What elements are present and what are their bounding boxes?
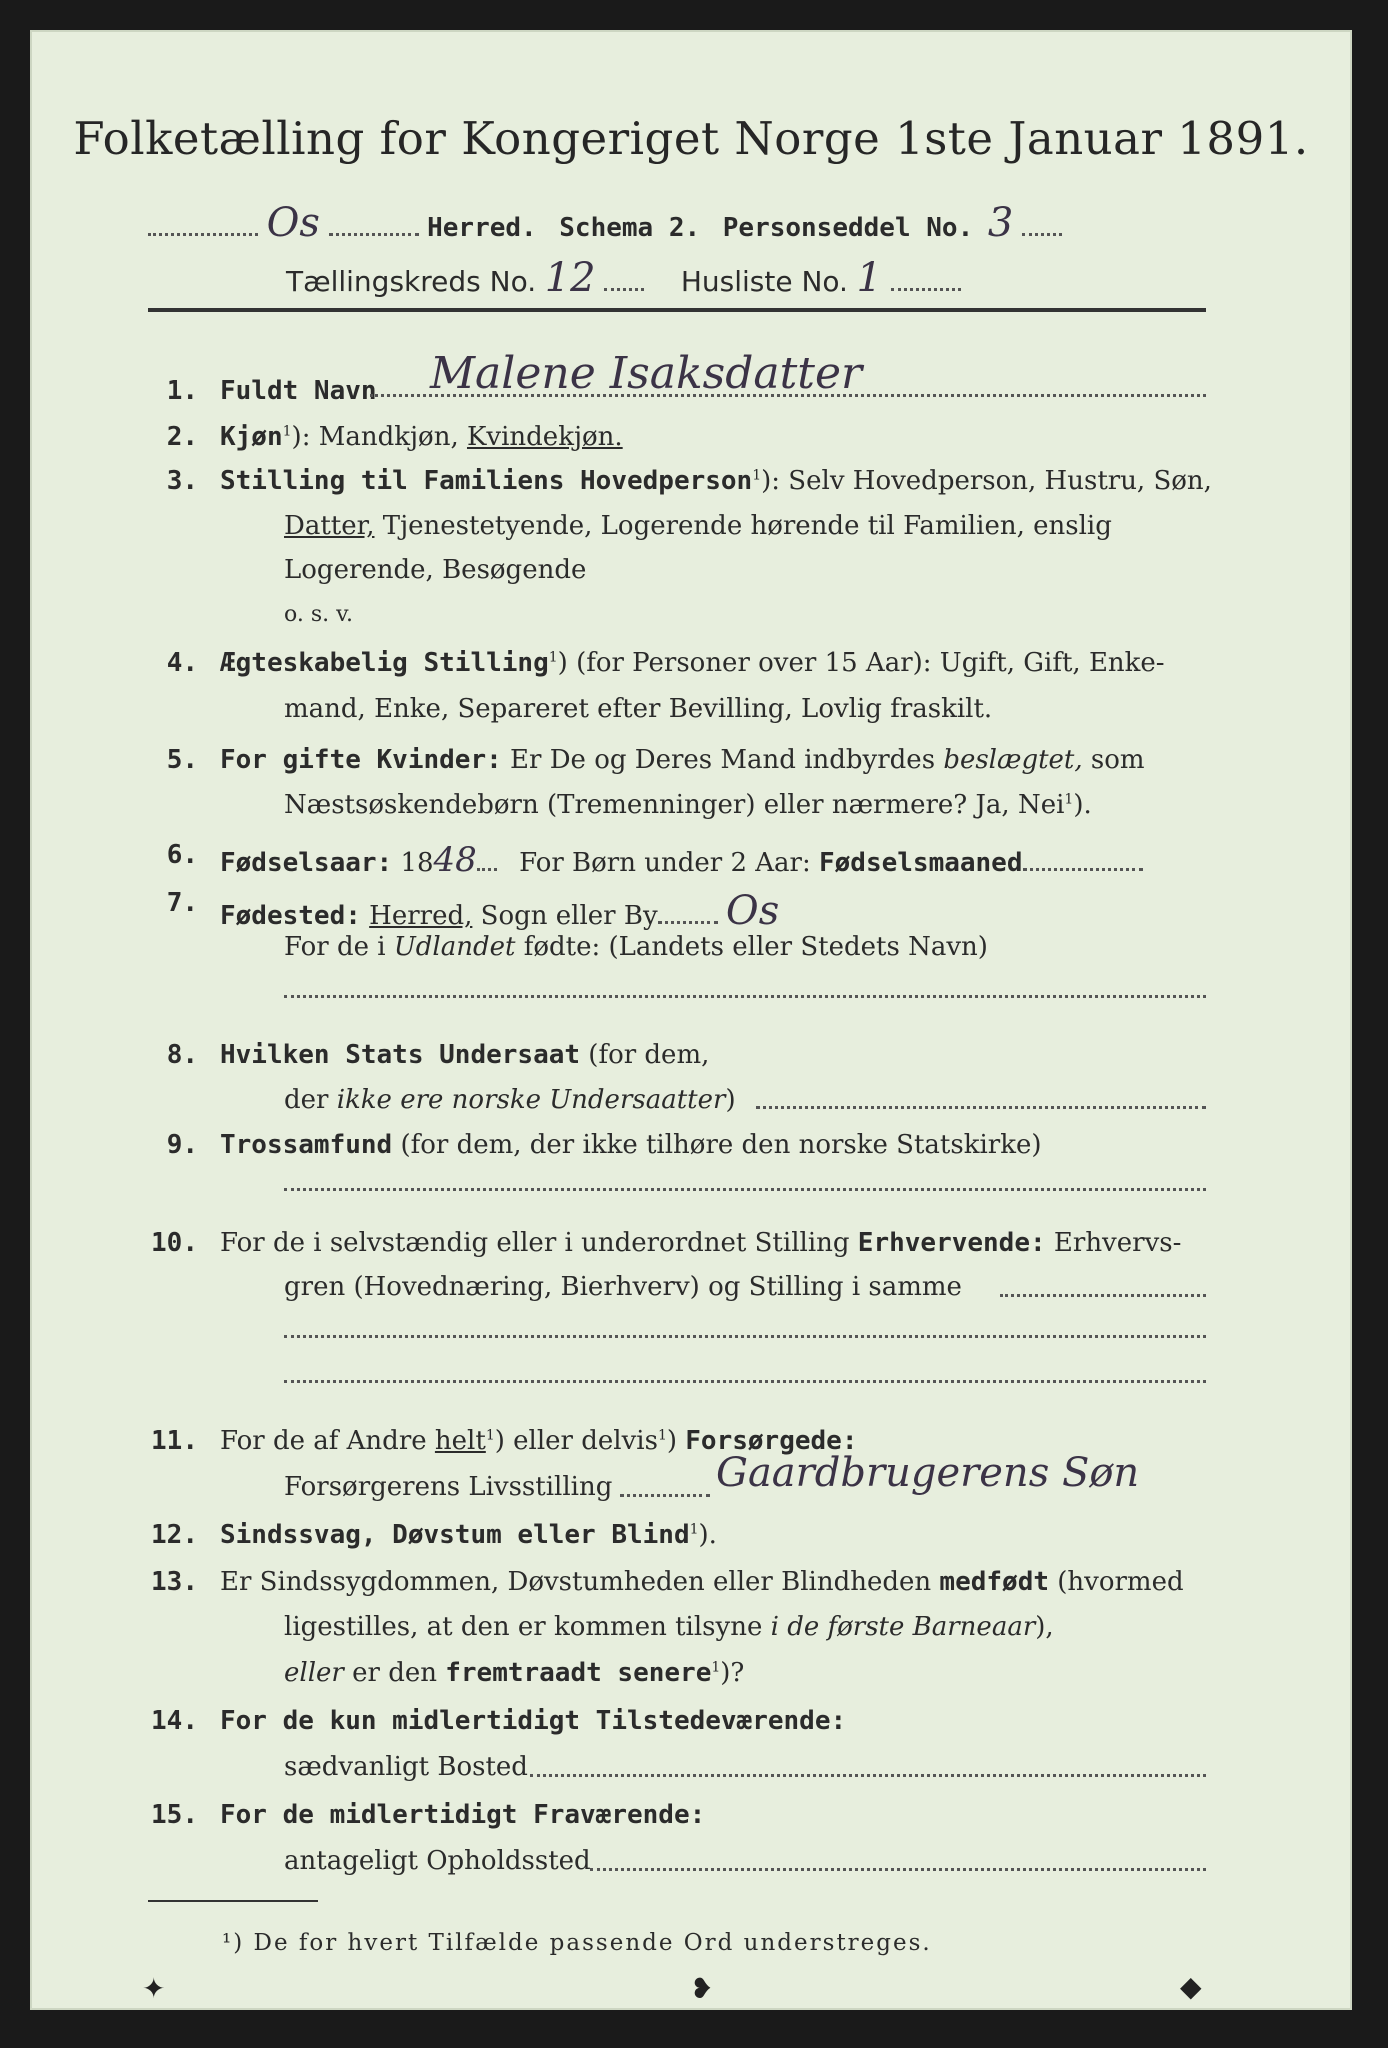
field-5-label: For gifte Kvinder: [220,745,502,775]
field-2: Kjøn$^1$): Mandkjøn, Kvindekjøn. [220,422,623,452]
field-13-line3-label: fremtraadt senere [445,1658,712,1688]
field-13-text: Er Sindssygdommen, Døvstumheden eller Blindheden [220,1567,932,1597]
field-5-italic: beslægtet, [943,745,1083,775]
birthplace-value: Os [725,888,780,934]
field-8-line2a: der [284,1085,329,1115]
field-11-label: Forsørgede: [685,1426,858,1456]
field-5-som: som [1090,745,1145,775]
herred-value: Os [266,200,320,246]
field-3-line2-text: Tjenestetyende, Logerende hørende til Familien, enslig [382,511,1112,541]
field-5-line2: Næstsøskendebørn (Tremenninger) eller nærmere? Ja, Nei$^1$). [284,790,1092,820]
kvindekjon-option: Kvindekjøn. [466,422,623,452]
field-8-line2: der ikke ere norske Undersaatter) [284,1085,736,1115]
field-7-text: Sogn eller By [480,901,658,931]
corner-mark-right: ◆ [1180,1970,1202,2003]
field-14-label: For de kun midlertidigt Tilstedeværende: [220,1706,847,1736]
field-11: For de af Andre helt$^1$) eller delvis$^1$) Forsørgede: [220,1426,858,1456]
taellingskreds-label: Tællingskreds No. [286,265,537,298]
taellingskreds-value: 12 [544,255,596,301]
field-10-dotline-c [284,1380,1206,1383]
field-3: Stilling til Familiens Hovedperson$^1$): Selv Hovedperson, Hustru, Søn, [220,466,1212,496]
field-6-label: Fødselsaar: [220,848,393,878]
field-3-line2 [284,511,1112,541]
field-6 [220,840,1143,880]
field-5-line2-text: Næstsøskendebørn (Tremenninger) eller nærmere? Ja, Nei [284,790,1065,820]
footnote-rule [148,1900,318,1902]
field-9-number: 9. [166,1130,198,1160]
field-8-dotline [756,1106,1206,1109]
field-4: Ægteskabelig Stilling$^1$) (for Personer over 15 Aar): Ugift, Gift, Enke- [220,648,1165,678]
husliste-value: 1 [856,255,882,301]
field-5-text: Er De og Deres Mand indbyrdes [510,745,936,775]
form-title: Folketælling for Kongeriget Norge 1ste Januar 1891. [73,112,1309,165]
datter-option: Datter, [284,511,375,541]
birth-year-value: 48 [433,840,477,880]
field-7-dotline [284,995,1206,998]
field-13-line2a: ligestilles, at den er kommen tilsyne [284,1612,763,1642]
field-10-dotline-a [1000,1294,1206,1297]
field-2-text: ): Mandkjøn, [291,422,459,452]
field-8 [220,1040,709,1070]
field-14-line2: sædvanligt Bosted [284,1752,528,1782]
field-12: Sindssvag, Døvstum eller Blind$^1$). [220,1520,717,1550]
field-6-text: For Børn under 2 Aar: [519,848,811,878]
field-15 [220,1800,705,1830]
field-9-dotline [284,1188,1206,1191]
field-13-line2: ligestilles, at den er kommen tilsyne i de første Barneaar), [284,1612,1054,1642]
corner-mark-center: ❥ [690,1972,714,2005]
field-9-text: (for dem, der ikke tilhøre den norske Statskirke) [400,1130,1042,1160]
field-7-line2 [284,932,988,962]
husliste-label: Husliste No. [680,265,848,298]
field-10-number: 10. [151,1228,198,1258]
field-9-label: Trossamfund [220,1130,393,1160]
field-8-line2-italic: ikke ere norske Undersaatter [336,1085,726,1115]
field-1 [220,376,377,406]
field-11-number: 11. [151,1426,198,1456]
field-6-number: 6. [166,840,198,870]
field-10-label: Erhvervende: [857,1228,1046,1258]
field-10-dotline-b [284,1335,1206,1338]
field-8-text: (for dem, [588,1040,710,1070]
field-6-label2: Fødselsmaaned [819,848,1023,878]
herred-label: Herred. [427,213,537,243]
corner-mark-left: ✦ [142,1972,166,2005]
field-13-line2-italic: i de første Barneaar [770,1612,1036,1642]
field-14 [220,1706,846,1736]
field-7-label: Fødested: [220,901,361,931]
field-4-number: 4. [166,648,198,678]
census-form [30,30,1352,2010]
field-11-text2: ) eller delvis [494,1426,658,1456]
field-3-text: ): Selv Hovedperson, Hustru, Søn, [761,466,1212,496]
field-7-number: 7. [166,888,198,918]
field-15-number: 15. [151,1800,198,1830]
field-10-line2: gren (Hovednæring, Bierhverv) og Stilling i samme [284,1272,962,1302]
taellingskreds-line [286,255,961,301]
field-1-number: 1. [166,376,198,406]
field-10-text: For de i selvstændig eller i underordnet Stilling [220,1228,850,1258]
field-9 [220,1130,1042,1160]
field-13-label: medfødt [939,1567,1049,1597]
field-15-dotline [590,1868,1206,1871]
field-10 [220,1228,1181,1258]
field-3-number: 3. [166,466,198,496]
field-13 [220,1567,1184,1597]
field-10-text2: Erhvervs- [1053,1228,1182,1258]
field-4-text: ) (for Personer over 15 Aar): Ugift, Gift, Enke- [557,648,1165,678]
field-14-number: 14. [151,1706,198,1736]
field-4-label: Ægteskabelig Stilling [220,648,549,678]
field-1-label: Fuldt Navn [220,376,377,406]
field-3-line3: Logerende, Besøgende [284,555,587,585]
field-3-label: Stilling til Familiens Hovedperson [220,466,753,496]
field-8-label: Hvilken Stats Undersaat [220,1040,581,1070]
field-15-line2: antageligt Opholdssted [284,1846,591,1876]
field-3-line4: o. s. v. [284,602,353,627]
birth-year-prefix: 18 [400,848,434,878]
helt-option: helt [434,1426,486,1456]
field-5-number: 5. [166,745,198,775]
field-5 [220,745,1145,775]
field-7-line2-italic: Udlandet [393,932,516,962]
herred-option: Herred, [369,901,473,931]
field-13-text2: (hvormed [1057,1567,1184,1597]
full-name-value: Malene Isaksdatter [430,348,863,399]
field-12-number: 12. [151,1520,198,1550]
field-8-number: 8. [166,1040,198,1070]
field-13-line3: eller er den fremtraadt senere$^1$)? [284,1658,745,1688]
field-14-dotline [530,1774,1206,1777]
schema-label: Schema 2. [559,213,701,243]
field-11-line2: Forsørgerens Livsstilling [284,1472,613,1502]
personseddel-label: Personseddel No. [722,213,974,243]
field-2-number: 2. [166,422,198,452]
header-rule [148,308,1206,312]
field-2-label: Kjøn [220,422,283,452]
field-7 [220,888,779,934]
personseddel-value: 3 [987,200,1014,246]
field-11-text: For de af Andre [220,1426,427,1456]
forsorger-value: Gaardbrugerens Søn [716,1450,1140,1496]
field-12-label: Sindssvag, Døvstum eller Blind [220,1520,690,1550]
field-15-label: For de midlertidigt Fraværende: [220,1800,706,1830]
footnote: ¹) De for hvert Tilfælde passende Ord understreges. [222,1930,932,1956]
field-7-line2b: fødte: (Landets eller Stedets Navn) [523,932,988,962]
field-13-line3a: er den [352,1658,437,1688]
field-13-number: 13. [151,1567,198,1597]
field-7-line2a: For de i [284,932,386,962]
field-11-dotline [620,1494,710,1497]
field-13-line3-italic: eller [284,1658,344,1688]
herred-line [148,200,1062,246]
field-4-line2: mand, Enke, Separeret efter Bevilling, Lovlig fraskilt. [284,694,993,724]
